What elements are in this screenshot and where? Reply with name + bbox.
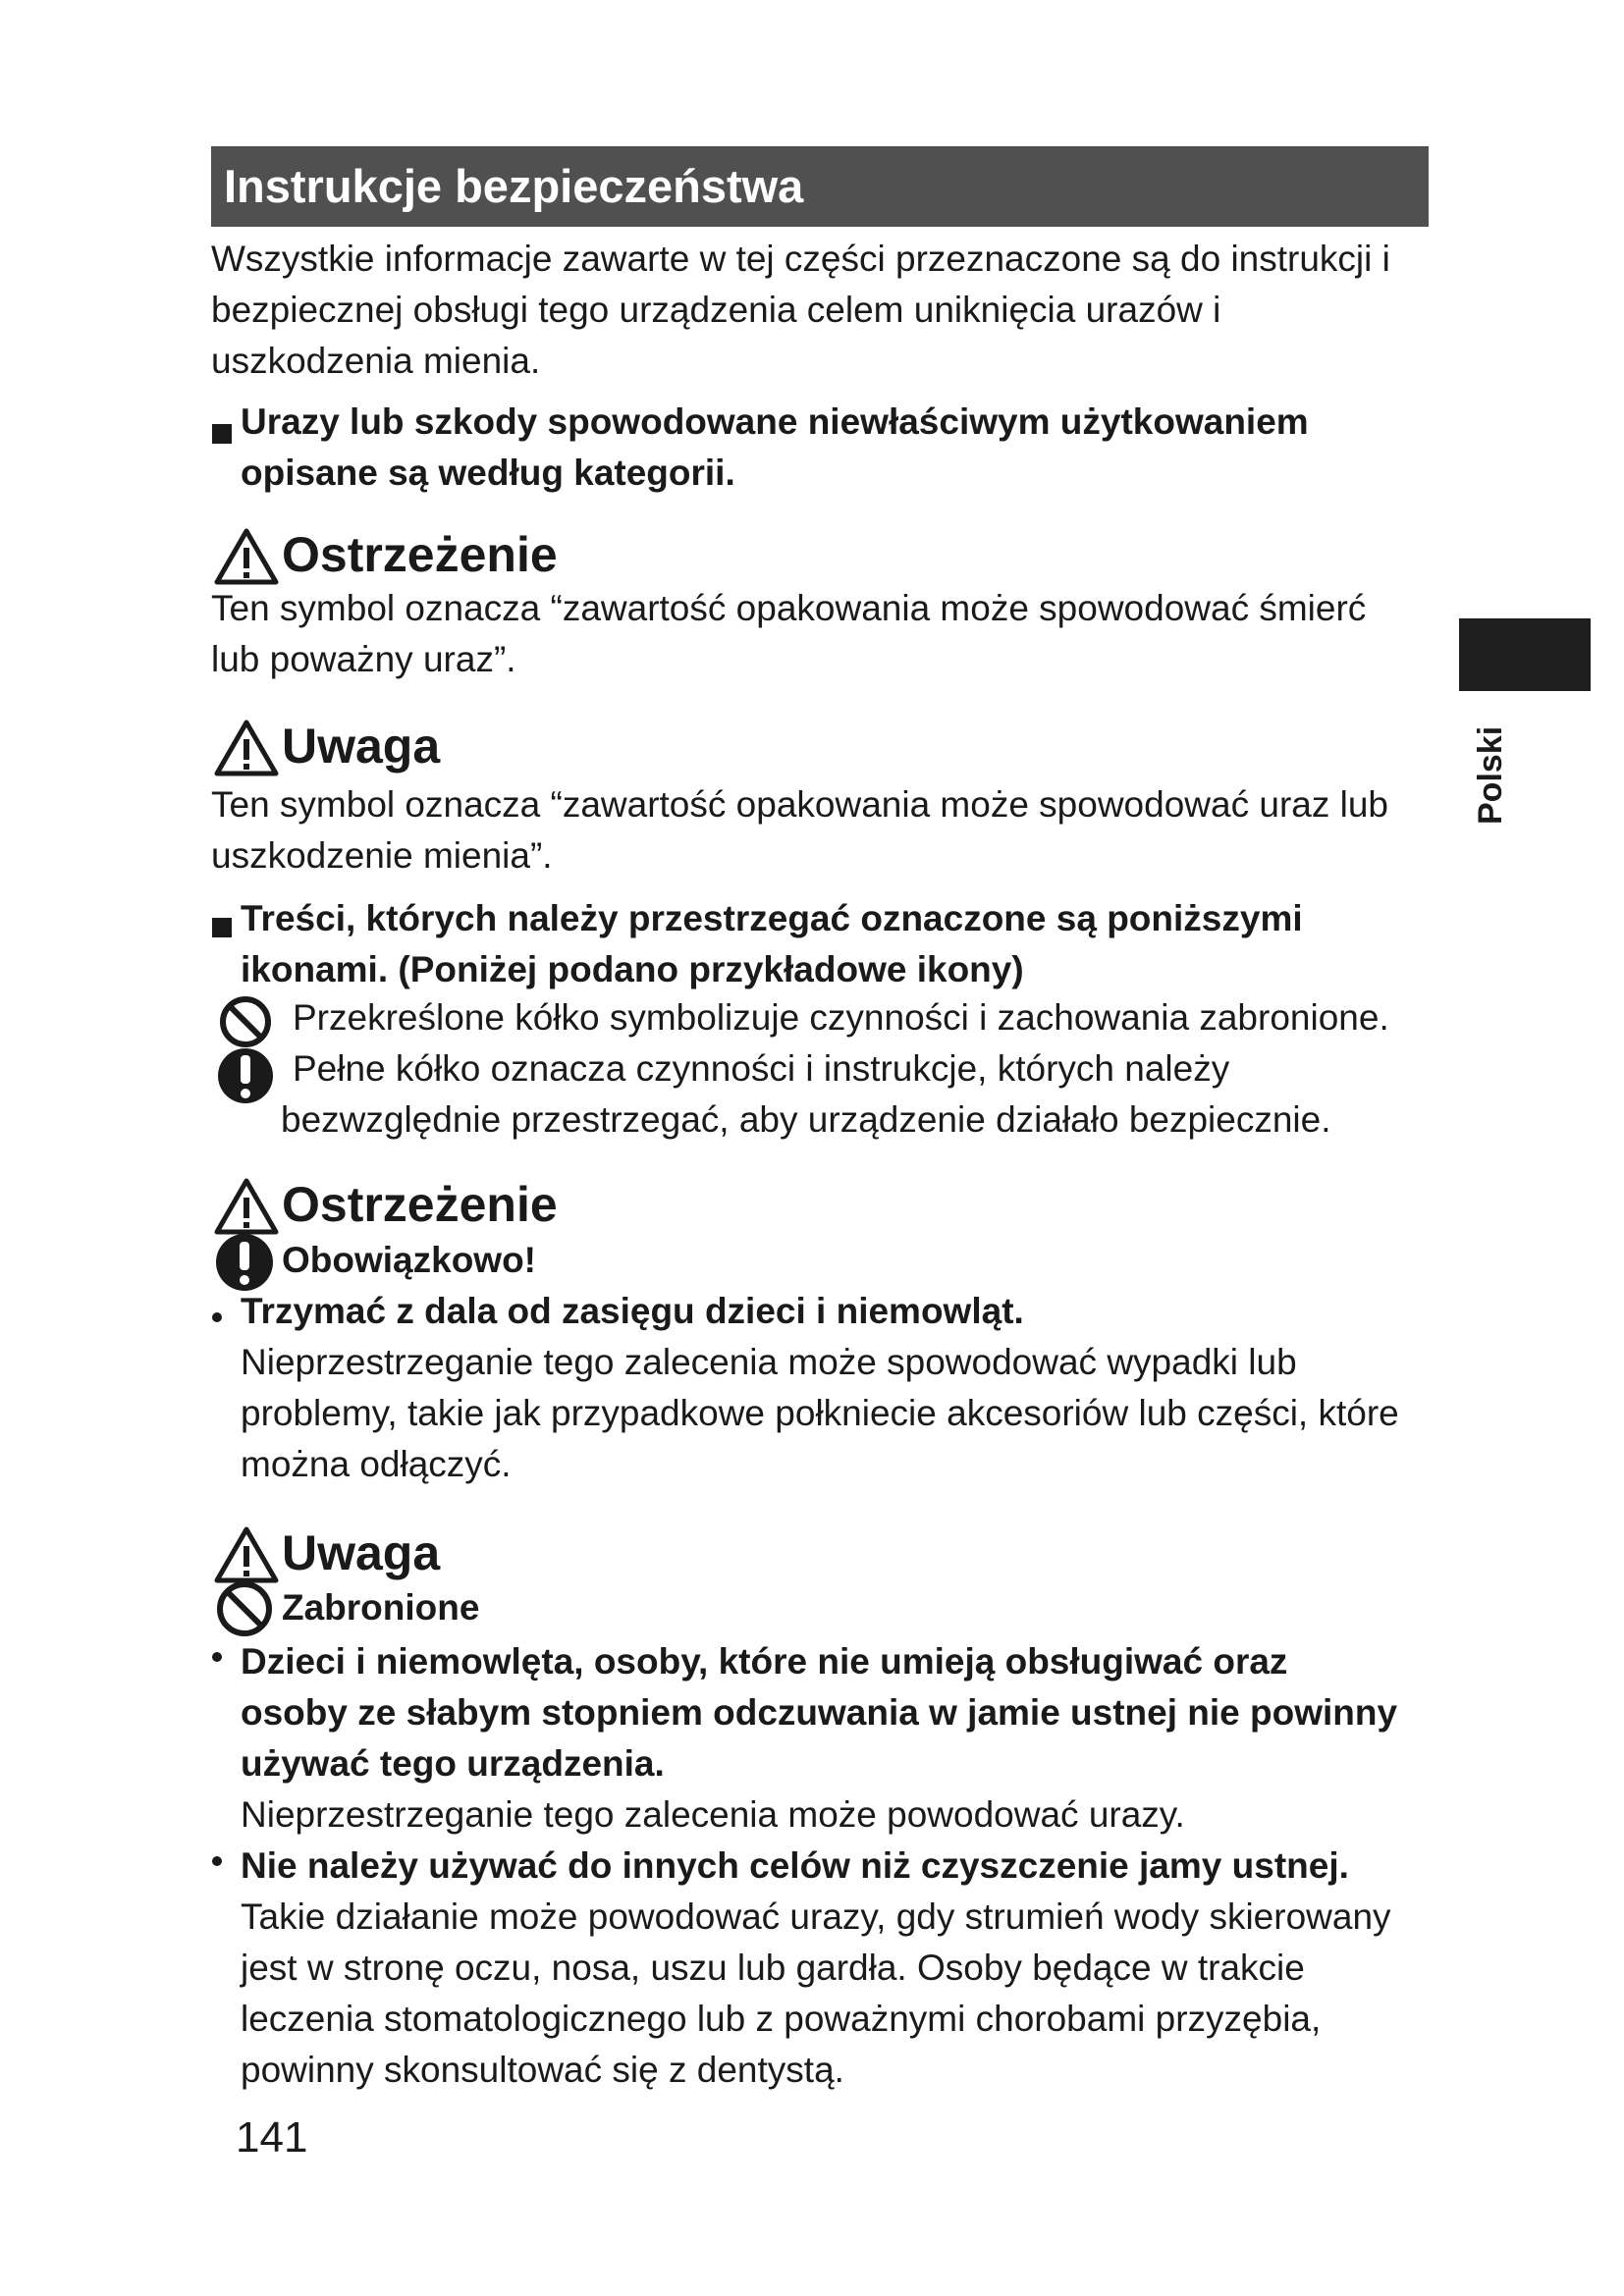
bullet-dot-icon	[212, 1856, 222, 1866]
warning-item-title: Trzymać z dala od zasięgu dzieci i niemowląt.	[241, 1291, 1024, 1331]
mandatory-icon-description-line-1: Pełne kółko oznacza czynności i instrukcje, których należy	[293, 1048, 1230, 1089]
caution-triangle-icon	[214, 1526, 279, 1583]
square-bullet-icon	[212, 424, 232, 444]
caution-item-2-line-1: Takie działanie może powodować urazy, gdy strumień wody skierowany	[241, 1896, 1391, 1937]
icons-note-line-1: Treści, których należy przestrzegać oznaczone są poniższymi	[241, 898, 1303, 938]
categories-note-line-2: opisane są według kategorii.	[241, 453, 735, 493]
caution-section-title: Uwaga	[282, 1525, 441, 1580]
caution-definition-title: Uwaga	[282, 719, 441, 774]
warning-item-line-2: problemy, takie jak przypadkowe połkniecie akcesoriów lub części, które	[241, 1393, 1399, 1433]
prohibited-icon	[215, 1579, 274, 1638]
intro-line-3: uszkodzenia mienia.	[211, 341, 541, 381]
icons-note-line-2: ikonami. (Poniżej podano przykładowe ikony)	[241, 949, 1024, 989]
caution-triangle-icon	[214, 720, 279, 776]
categories-note-line-1: Urazy lub szkody spowodowane niewłaściwym użytkowaniem	[241, 401, 1309, 442]
caution-item-1-title-line-3: używać tego urządzenia.	[241, 1743, 665, 1784]
bullet-dot-icon	[212, 1312, 222, 1322]
caution-section-subtitle: Zabronione	[282, 1587, 480, 1628]
warning-definition-line-1: Ten symbol oznacza “zawartość opakowania może spowodować śmierć	[211, 588, 1367, 628]
warning-triangle-icon	[214, 1178, 279, 1235]
prohibited-icon	[218, 994, 273, 1049]
intro-line-2: bezpiecznej obsługi tego urządzenia celem uniknięcia urazów i	[211, 290, 1221, 330]
bullet-dot-icon	[212, 1652, 222, 1662]
warning-item-line-1: Nieprzestrzeganie tego zalecenia może spowodować wypadki lub	[241, 1342, 1297, 1382]
caution-item-2-title: Nie należy używać do innych celów niż czyszczenie jamy ustnej.	[241, 1845, 1349, 1886]
warning-definition-title: Ostrzeżenie	[282, 527, 558, 582]
caution-definition-line-2: uszkodzenie mienia”.	[211, 835, 553, 876]
warning-definition-line-2: lub poważny uraz”.	[211, 639, 516, 679]
caution-item-2-line-2: jest w stronę oczu, nosa, uszu lub gardła. Osoby będące w trakcie	[241, 1948, 1305, 1988]
caution-item-2-line-3: leczenia stomatologicznego lub z poważnymi chorobami przyzębia,	[241, 1999, 1322, 2039]
section-title: Instrukcje bezpieczeństwa	[224, 160, 804, 212]
warning-section-subtitle: Obowiązkowo!	[282, 1240, 536, 1280]
warning-section-title: Ostrzeżenie	[282, 1177, 558, 1232]
mandatory-icon-description-line-2: bezwzględnie przestrzegać, aby urządzenie działało bezpiecznie.	[281, 1099, 1331, 1140]
caution-item-1-title-line-2: osoby ze słabym stopniem odczuwania w jamie ustnej nie powinny	[241, 1692, 1398, 1733]
caution-item-1-title-line-1: Dzieci i niemowlęta, osoby, które nie umieją obsługiwać oraz	[241, 1641, 1288, 1682]
caution-definition-line-1: Ten symbol oznacza “zawartość opakowania może spowodować uraz lub	[211, 784, 1388, 825]
caution-item-2-line-4: powinny skonsultować się z dentystą.	[241, 2050, 844, 2090]
mandatory-icon	[214, 1232, 275, 1293]
caution-item-1-text: Nieprzestrzeganie tego zalecenia może powodować urazy.	[241, 1794, 1185, 1835]
prohibited-icon-description: Przekreślone kółko symbolizuje czynności i zachowania zabronione.	[293, 997, 1389, 1038]
square-bullet-icon	[212, 918, 232, 937]
warning-triangle-icon	[214, 528, 279, 585]
page-number: 141	[236, 2113, 308, 2162]
intro-line-1: Wszystkie informacje zawarte w tej części przeznaczone są do instrukcji i	[211, 239, 1390, 279]
warning-item-line-3: można odłączyć.	[241, 1444, 512, 1484]
language-tab-marker	[1459, 618, 1591, 691]
language-label: Polski	[1472, 725, 1509, 825]
mandatory-icon	[216, 1045, 275, 1106]
